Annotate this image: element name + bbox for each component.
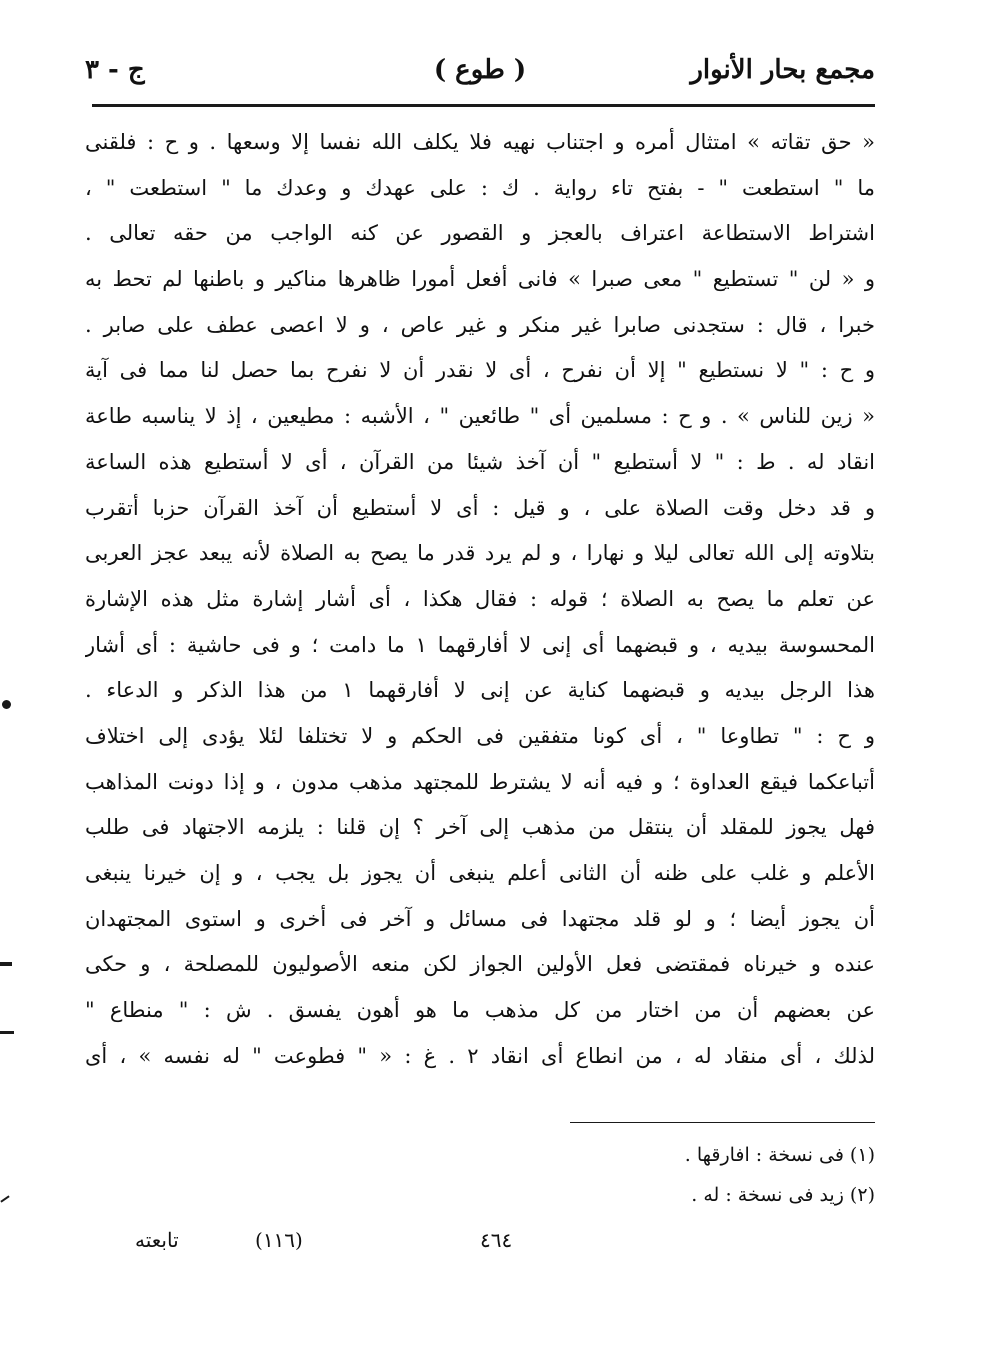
scan-mark	[2, 700, 11, 709]
book-title: مجمع بحار الأنوار	[690, 55, 875, 85]
text-line: عنده و خيرناه فمقتضى فعل الأولين الجواز لكن منعه الأصوليون للمصلحة ، و حكى	[85, 952, 875, 977]
catchword: تابعته	[135, 1228, 179, 1252]
text-line: و « لن " تستطيع " معى صبرا » فانى أفعل أمورا ظاهرها مناكير و باطنها لم تحط به	[85, 267, 875, 292]
text-line: الأعلم و غلب على ظنه أن الثانى أعلم ينبغى أن يجوز بل يجب ، و إن خيرنا ينبغى	[85, 861, 875, 885]
footnote-divider	[570, 1122, 875, 1123]
entry-word: ( طوع )	[433, 55, 527, 85]
text-line: فهل يجوز للمقلد أن ينتقل من مذهب إلى آخر ؟ إن قلنا : يلزمه الاجتهاد فى طلب	[85, 815, 875, 840]
text-line: عن بعضهم أن من اختار من كل مذهب ما هو أهون يفسق . ش : " منطاع "	[85, 998, 875, 1023]
text-line: أن يجوز أيضا ؛ و لو قلد مجتهدا فى مسائل و آخر فى أخرى و استوى المجتهدان	[85, 906, 875, 931]
header-divider	[92, 104, 875, 107]
text-line: انقاد له . ط : " لا أستطيع " أن آخذ شيئا من القرآن ، أى لا أستطيع هذه الساعة	[85, 449, 875, 474]
text-line: هذا الرجل بيديه و قبضهما كناية عن إنى لا أفارقهما ١ من هذا الذكر و الدعاء .	[85, 678, 875, 703]
text-line: « حق تقاته » امتثال أمره و اجتناب نهيه فلا يكلف الله نفسا إلا وسعها . و ح : فلقنى	[85, 130, 875, 154]
sheet-number: (١١٦)	[255, 1228, 303, 1252]
text-line: أتباعكما فيقع العداوة ؛ و فيه أنه لا يشترط للمجتهد مذهب مدون ، و إذا دونت المذاهب	[85, 769, 875, 794]
scan-mark	[0, 962, 12, 966]
page-footer	[90, 1228, 880, 1262]
scan-mark	[0, 1031, 14, 1034]
text-line: ما " استطعت " - بفتح تاء رواية . ك : على عهدك و وعدك ما " استطعت " ،	[85, 175, 875, 200]
footnote: (٢) زيد فى نسخة : له .	[691, 1184, 875, 1206]
text-line: لذلك ، أى منقاد له ، من انطاع أى انقاد ٢ . غ : « " فطوعت " له نفسه » ، أى	[85, 1043, 875, 1068]
text-line: و ح : " لا نستطيع " إلا أن نفرح ، أى لا نقدر أن لا نفرح بما حصل لنا مما فى آية	[85, 358, 875, 383]
text-line: عن تعلم ما يصح به الصلاة ؛ قوله : فقال هكذا ، أى أشار إشارة مثل هذه الإشارة	[85, 586, 875, 611]
text-line: « زين للناس » . و ح : مسلمين أى " طائعين " ، الأشبه : مطيعين ، إذ لا يناسبه طاعة	[85, 404, 875, 429]
text-line: اشتراط الاستطاعة اعتراف بالعجز و القصور عن كنه الواجب من حقه تعالى .	[85, 221, 875, 246]
text-line: بتلاوته إلى الله تعالى ليلا و نهارا ، و لم يرد قدر ما يصح به الصلاة لأنه يبعد عجز العربى	[85, 541, 875, 566]
text-line: المحسوسة بيديه ، و قبضهما أى إنى لا أفارقهما ١ ما دامت ؛ و فى حاشية : أى أشار	[85, 632, 875, 657]
page-header	[85, 55, 875, 95]
scan-mark	[0, 1195, 9, 1202]
footnotes	[480, 1135, 875, 1215]
main-text	[85, 120, 875, 1079]
page-number: ٤٦٤	[480, 1228, 513, 1252]
text-line: خبرا ، قال : ستجدنى صابرا غير منكر و غير عاص ، و لا اعصى عطف على صابر .	[85, 312, 875, 337]
text-line: و قد دخل وقت الصلاة على ، و قيل : أى لا أستطيع أن آخذ القرآن حزبا أتقرب	[85, 495, 875, 520]
footnote: (١) فى نسخة : افارقها .	[684, 1144, 875, 1166]
text-line: و ح : " تطاوعا " ، أى كونا متفقين فى الحكم و لا تختلفا لئلا يؤدى إلى اختلاف	[85, 723, 875, 748]
volume-number: ج - ٣	[85, 55, 145, 85]
